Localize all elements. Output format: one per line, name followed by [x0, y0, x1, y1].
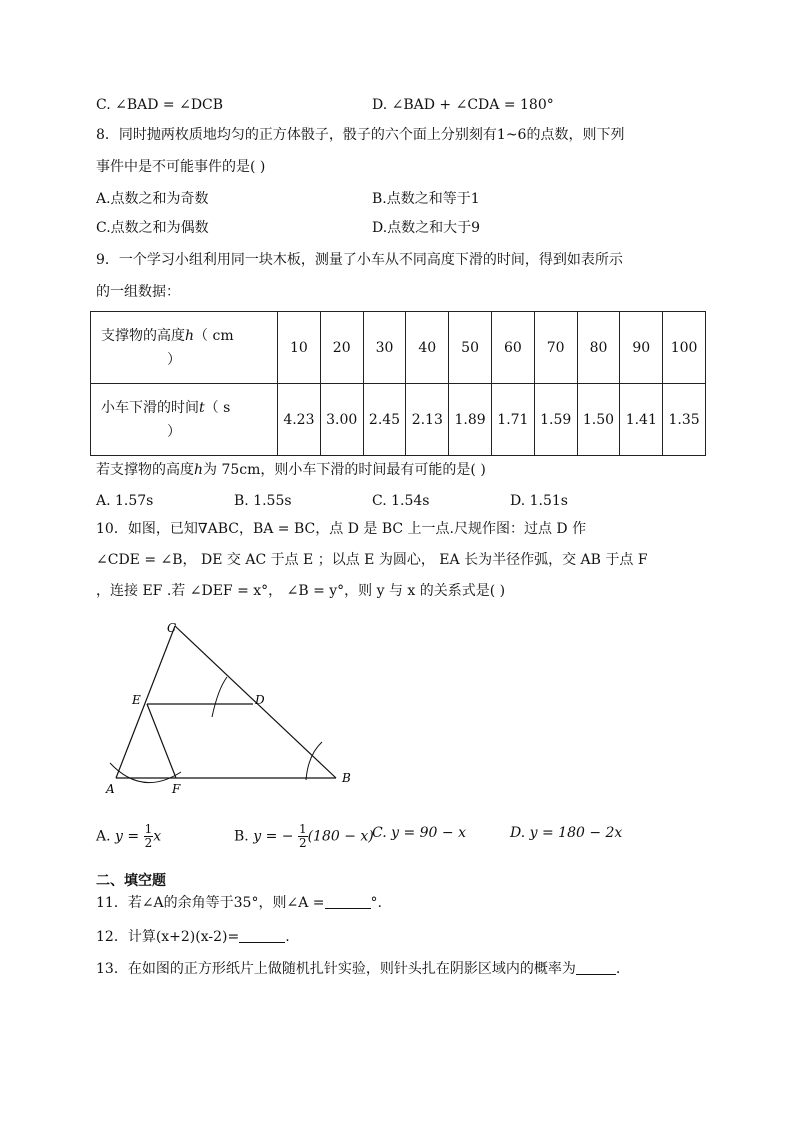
- table-cell: 40: [406, 312, 449, 384]
- table-cell: 1.35: [663, 384, 706, 456]
- answer-blank: [325, 894, 371, 909]
- q10-triangle-figure: [96, 615, 366, 800]
- table-cell: 90: [620, 312, 663, 384]
- q8-option-c: C.点数之和为偶数: [96, 220, 209, 236]
- q8-stem-line2: 事件中是不可能事件的是( ): [96, 159, 266, 175]
- segment-ac: [116, 626, 175, 778]
- table-cell: 60: [491, 312, 534, 384]
- table-row-time: [91, 384, 706, 456]
- q9-data-table: [90, 311, 706, 456]
- answer-blank: [239, 928, 285, 943]
- q10-stem-line1: 10．如图，已知∇ABC，BA = BC，点 D 是 BC 上一点.尺规作图：过点 D 作: [96, 521, 587, 537]
- q10-option-c: C. y = 90 − x: [372, 825, 466, 841]
- q8-option-a: A.点数之和为奇数: [96, 191, 209, 207]
- label-f: F: [172, 782, 181, 796]
- table-cell: 80: [577, 312, 620, 384]
- label-e: E: [132, 693, 141, 707]
- q9-stem-line1: 9．一个学习小组利用同一块木板，测量了小车从不同高度下滑的时间，得到如表所示: [96, 252, 623, 268]
- answer-blank: [576, 960, 616, 975]
- table-cell: 3.00: [320, 384, 363, 456]
- table-header-time: 小车下滑的时间t（ s ）: [91, 384, 278, 456]
- construction-arc-b: [306, 742, 322, 780]
- q13-stem: 13．在如图的正方形纸片上做随机扎针实验，则针头扎在阴影区域内的概率为 .: [96, 961, 621, 977]
- q8-option-b: B.点数之和等于1: [372, 191, 480, 207]
- q11-stem: 11．若∠A的余角等于35°，则∠A = °.: [96, 895, 382, 911]
- label-d: D: [255, 693, 265, 707]
- q10-stem-line2: ∠CDE = ∠B， DE 交 AC 于点 E ；以点 E 为圆心， EA 长为半径作弧，交 AB 于点 F: [96, 552, 648, 568]
- table-cell: 10: [278, 312, 321, 384]
- q7-option-d: D. ∠BAD + ∠CDA = 180°: [372, 97, 554, 113]
- q7-option-c: C. ∠BAD = ∠DCB: [96, 97, 224, 113]
- table-cell: 2.45: [363, 384, 406, 456]
- q10-option-b: B. y = − $\frac{1}{2}$ (180 − x): [234, 822, 374, 850]
- table-cell: 2.13: [406, 384, 449, 456]
- table-cell: 30: [363, 312, 406, 384]
- q8-stem-line1: 8．同时抛两枚质地均匀的正方体骰子，骰子的六个面上分别刻有1~6的点数，则下列: [96, 127, 625, 143]
- table-cell: 4.23: [278, 384, 321, 456]
- label-b: B: [342, 771, 351, 785]
- q8-option-d: D.点数之和大于9: [372, 220, 481, 236]
- q9-option-c: C. 1.54s: [372, 493, 430, 509]
- segment-ef: [147, 704, 176, 778]
- q9-option-d: D. 1.51s: [510, 493, 568, 509]
- q12-stem: 12．计算(x+2)(x-2)= .: [96, 929, 290, 945]
- table-cell: 20: [320, 312, 363, 384]
- q9-question: 若支撑物的高度h为 75cm，则小车下滑的时间最有可能的是( ): [96, 462, 486, 478]
- table-row-height: [91, 312, 706, 384]
- table-cell: 100: [663, 312, 706, 384]
- table-cell: 1.41: [620, 384, 663, 456]
- table-cell: 1.71: [491, 384, 534, 456]
- table-header-height: 支撑物的高度h（ cm ）: [91, 312, 278, 384]
- q9-stem-line2: 的一组数据：: [96, 284, 180, 300]
- q9-option-b: B. 1.55s: [234, 493, 292, 509]
- label-a: A: [106, 782, 115, 796]
- q10-option-d: D. y = 180 − 2x: [510, 825, 623, 841]
- q9-option-a: A. 1.57s: [96, 493, 154, 509]
- construction-arc-d: [212, 677, 227, 717]
- label-c: C: [167, 621, 177, 635]
- table-cell: 1.59: [534, 384, 577, 456]
- q10-option-a: A. y = $\frac{1}{2}$ x: [96, 822, 162, 850]
- table-cell: 70: [534, 312, 577, 384]
- section-title-fill-in: 二、填空题: [96, 873, 166, 889]
- table-cell: 50: [449, 312, 492, 384]
- table-cell: 1.50: [577, 384, 620, 456]
- q10-stem-line3: ，连接 EF .若 ∠DEF = x°， ∠B = y°，则 y 与 x 的关系式是( ): [96, 583, 506, 599]
- table-cell: 1.89: [449, 384, 492, 456]
